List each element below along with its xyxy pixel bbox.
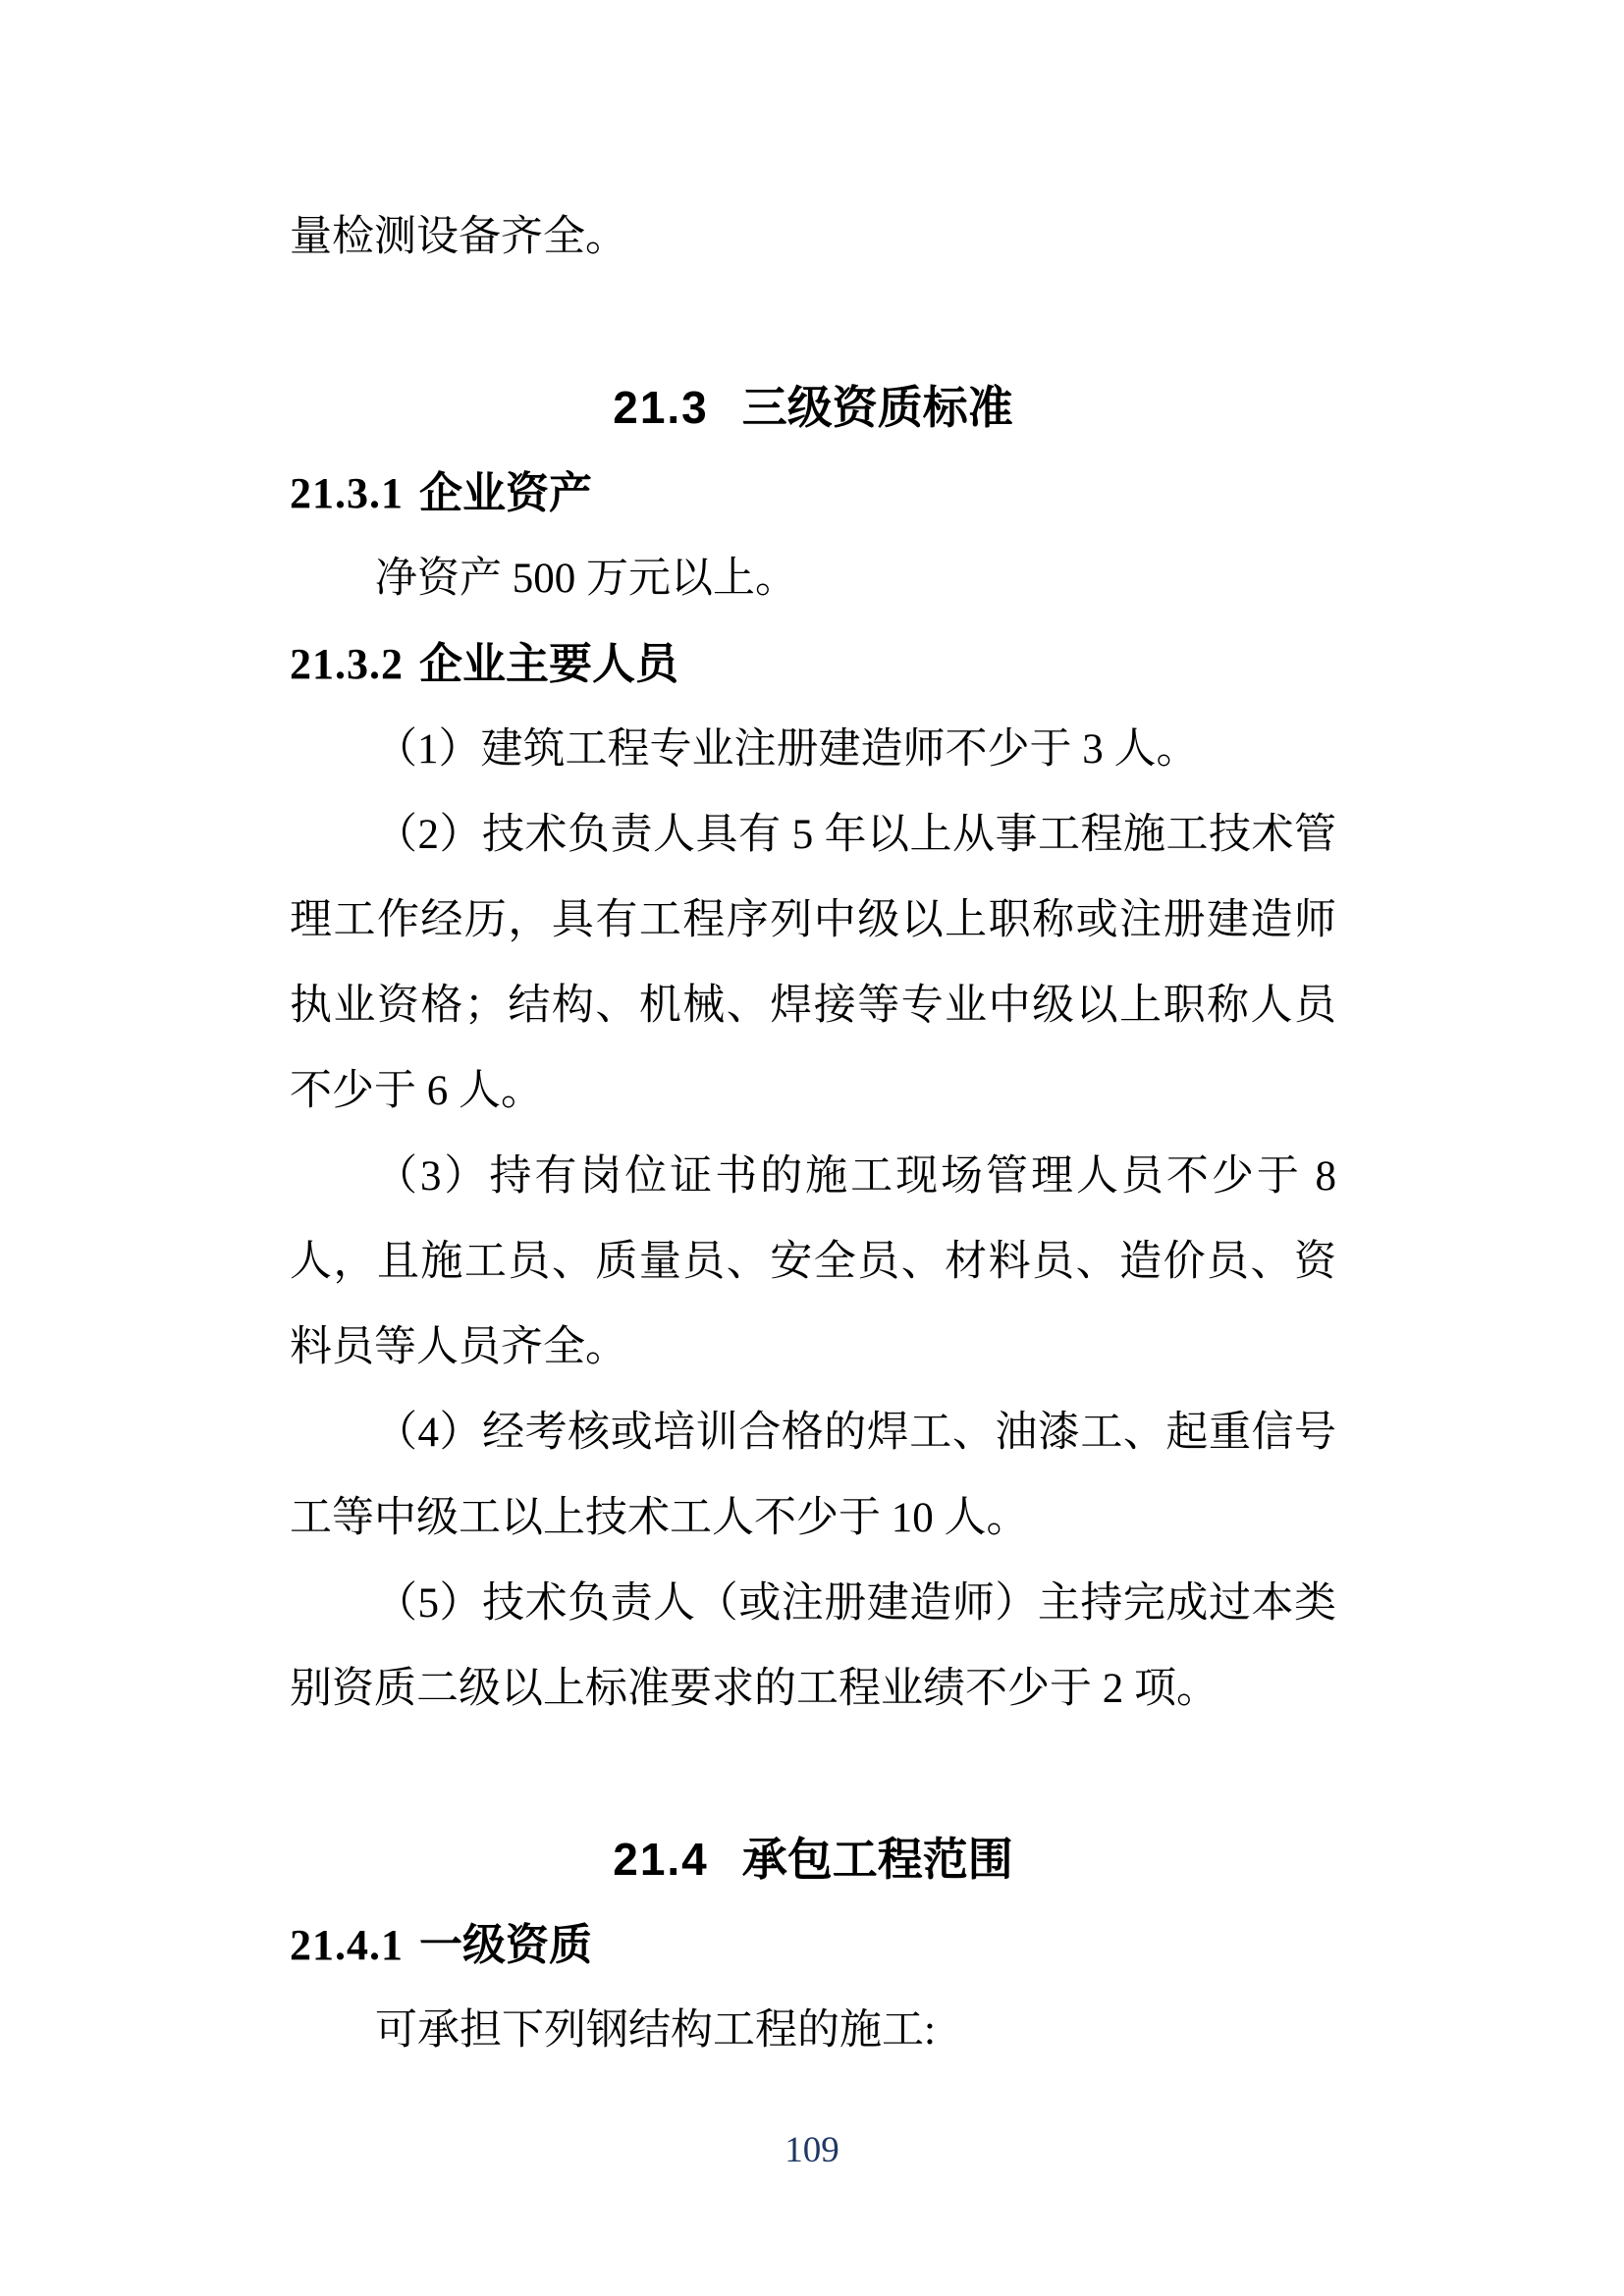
paragraph-scope-intro: 可承担下列钢结构工程的施工: (375, 2007, 936, 2054)
paragraph-item-1: （1）建筑工程专业注册建造师不少于 3 人。 (375, 726, 1199, 773)
section-title: 承包工程范围 (741, 1834, 1013, 1885)
paragraph-item-5: （5）技术负责人（或注册建造师）主持完成过本类别资质二级以上标准要求的工程业绩不少于 2 项。 (290, 1580, 1336, 1712)
section-title: 三级资质标准 (741, 382, 1013, 433)
section-heading-21-3 (290, 365, 1336, 451)
subsection-number: 21.3.2 (290, 640, 404, 688)
subsection-heading-21-3-1 (290, 451, 1336, 536)
subsection-number: 21.4.1 (290, 1921, 404, 1969)
subsection-heading-21-4-1 (290, 1902, 1336, 1988)
page-number: 109 (785, 2130, 839, 2170)
section-number: 21.3 (613, 382, 709, 433)
paragraph-item-3: （3）持有岗位证书的施工现场管理人员不少于 8 人，且施工员、质量员、安全员、材料员、造价员、资料员等人员齐全。 (290, 1153, 1336, 1370)
document-content (290, 194, 1336, 2073)
paragraph-item-4: （4）经考核或培训合格的焊工、油漆工、起重信号工等中级工以上技术工人不少于 10 人。 (290, 1410, 1336, 1541)
subsection-title: 一级资质 (419, 1921, 592, 1969)
paragraph-net-assets: 净资产 500 万元以上。 (375, 556, 797, 602)
subsection-number: 21.3.1 (290, 469, 404, 517)
subsection-heading-21-3-2 (290, 621, 1336, 707)
subsection-title: 企业资产 (419, 469, 592, 517)
section-number: 21.4 (613, 1834, 709, 1885)
subsection-title: 企业主要人员 (419, 640, 678, 688)
paragraph-item-2: （2）技术负责人具有 5 年以上从事工程施工技术管理工作经历，具有工程序列中级以上职称或注册建造师执业资格；结构、机械、焊接等专业中级以上职称人员不少于 6 人。 (290, 812, 1336, 1114)
section-heading-21-4 (290, 1817, 1336, 1902)
paragraph-continuation: 量检测设备齐全。 (290, 214, 627, 260)
